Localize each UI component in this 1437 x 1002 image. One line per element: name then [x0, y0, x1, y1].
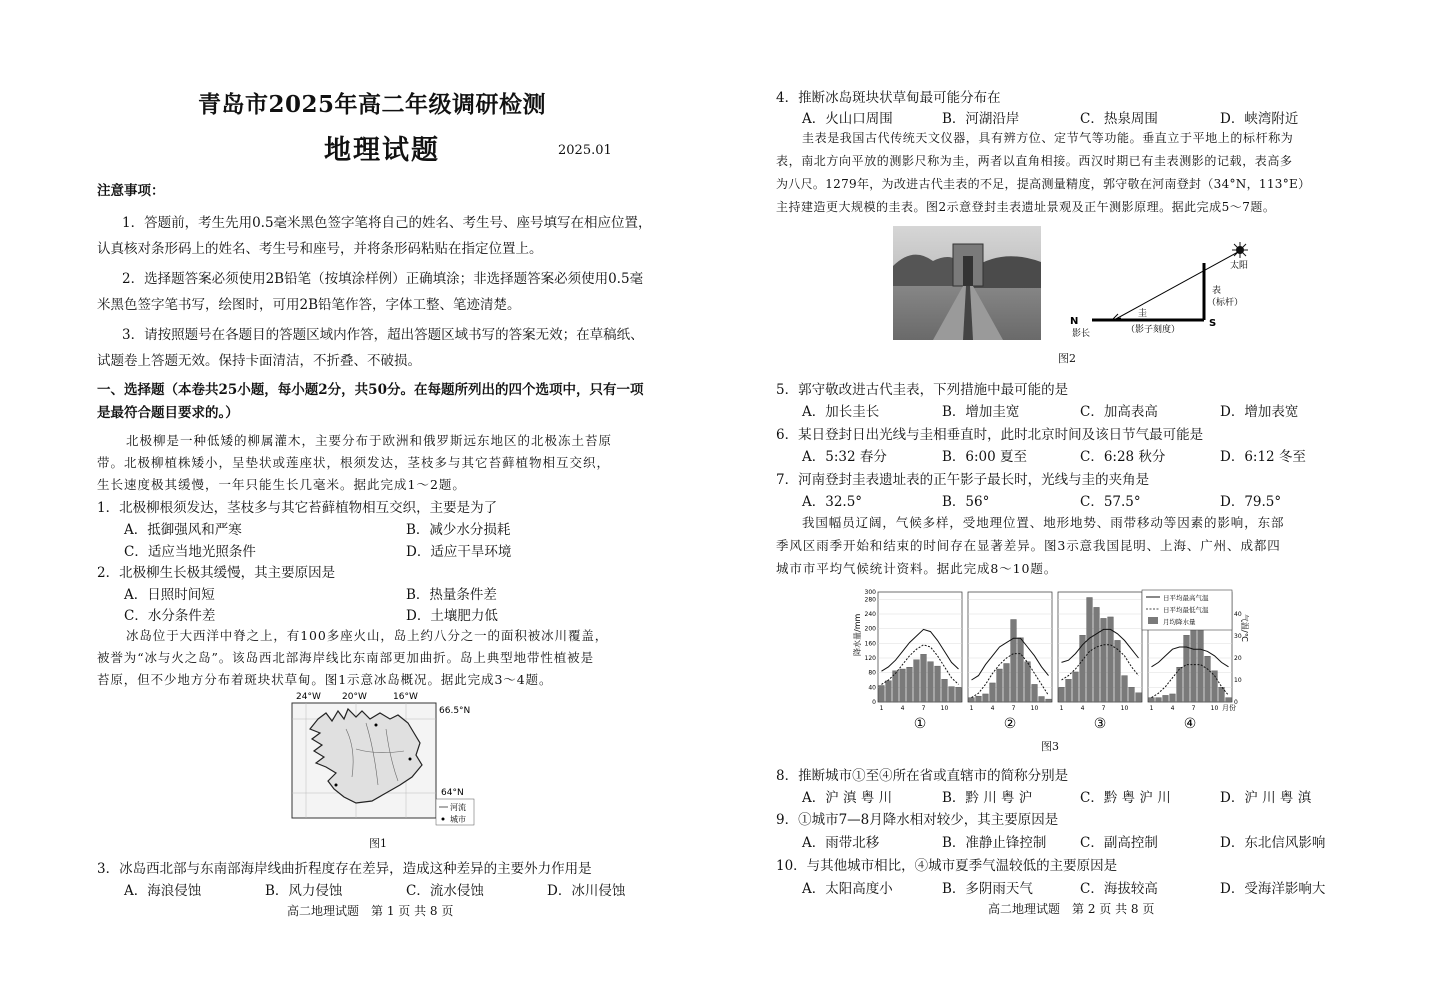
right-footer: 高二地理试题 第 2 页 共 8 页	[988, 902, 1155, 916]
y-tick-right: 30	[1234, 633, 1242, 640]
y-tick-right: 0	[1234, 699, 1238, 706]
precip-bar	[1025, 662, 1031, 702]
x-tick-label: 4	[900, 705, 905, 712]
precip-bar	[1059, 687, 1065, 702]
precip-bar	[879, 686, 885, 703]
map-legend-city: 城市	[450, 815, 466, 824]
legend-tmin: 日平均最低气温	[1163, 606, 1209, 614]
passage2-line1: 冰岛位于大西洋中脊之上，有100多座火山，岛上约八分之一的面积被冰川覆盖，	[126, 628, 609, 643]
y-tick-right: 40	[1234, 611, 1242, 618]
precip-bar	[976, 696, 982, 702]
q7-option-b[interactable]: B．56°	[942, 494, 990, 510]
y-tick-left: 40	[868, 684, 876, 692]
question-8: 8．推断城市①至④所在省或直辖市的简称分别是	[776, 768, 1069, 784]
x-tick-label: 7	[1101, 705, 1106, 712]
q4-option-a[interactable]: A．火山口周围	[802, 111, 893, 127]
precip-bar	[1226, 698, 1232, 702]
precip-bar	[1066, 679, 1072, 702]
precip-bar	[907, 667, 913, 702]
north-label: N	[1070, 316, 1079, 327]
precip-bar	[983, 694, 989, 702]
question-3: 3．冰岛西北部与东南部海岸线曲折程度存在差异，造成这种差异的主要外力作用是	[97, 861, 592, 877]
y-tick-left: 80	[868, 669, 876, 677]
x-tick-label: 7	[1191, 705, 1196, 712]
q5-option-a[interactable]: A．加长圭长	[802, 404, 880, 420]
x-tick-label: 1	[1059, 705, 1064, 712]
q1-option-a[interactable]: A．抵御强风和严寒	[124, 522, 242, 538]
passage4-line3: 城市市平均气候统计资料。据此完成8～10题。	[776, 561, 1058, 576]
precip-bar	[1149, 698, 1155, 702]
x-tick-label: 4	[1080, 705, 1085, 712]
y-tick-left: 280	[864, 596, 876, 604]
shadow-length-label: 影长	[1072, 329, 1091, 339]
guibiao-photo	[893, 226, 1041, 340]
precip-bar	[1219, 687, 1225, 702]
map-lon-20w: 20°W	[342, 692, 367, 702]
precip-bar	[956, 687, 962, 702]
passage3-line4: 主持建造更大规模的圭表。图2示意登封圭表遗址景观及正午测影原理。据此完成5～7题。	[776, 200, 1276, 214]
precip-bar	[1129, 687, 1135, 702]
precip-bar	[1212, 671, 1218, 702]
q9-option-c[interactable]: C．副高控制	[1080, 835, 1158, 851]
x-tick-label: 10	[940, 705, 949, 712]
q7-option-d[interactable]: D．79.5°	[1220, 494, 1282, 510]
q5-option-d[interactable]: D．增加表宽	[1220, 404, 1299, 420]
passage3-line2: 表，南北方向平放的测影尺称为圭，两者以直角相接。西汉时期已有圭表测影的记载，表高多	[776, 154, 1293, 168]
notice-2a: 2．选择题答案必须使用2B铅笔（按填涂样例）正确填涂；非选择题答案必须使用0.5毫	[122, 271, 644, 287]
q2-option-a[interactable]: A．日照时间短	[124, 587, 215, 603]
q2-option-b[interactable]: B．热量条件差	[406, 587, 497, 603]
q3-option-b[interactable]: B．风力侵蚀	[265, 883, 343, 899]
map-lat-66n: 66.5°N	[439, 706, 471, 716]
precip-bar	[914, 660, 920, 702]
passage3-line3: 为八尺。1279年，为改进古代圭表的不足，提高测量精度，郭守敬在河南登封（34°N，113°E）	[776, 177, 1311, 191]
q1-option-b[interactable]: B．减少水分损耗	[406, 522, 511, 538]
q6-option-d[interactable]: D．6:12 冬至	[1220, 449, 1306, 465]
legend-tmax: 日平均最高气温	[1163, 594, 1209, 602]
precip-bar	[1163, 695, 1169, 702]
q10-option-a[interactable]: A．太阳高度小	[802, 881, 893, 897]
sun-label: 太阳	[1230, 261, 1249, 271]
legend-precip: 月均降水量	[1163, 618, 1196, 626]
question-5: 5．郭守敬改进古代圭表，下列措施中最可能的是	[776, 382, 1069, 398]
precip-bar	[928, 662, 934, 702]
south-label: S	[1209, 318, 1217, 329]
y-tick-left: 300	[864, 589, 876, 596]
precip-bar	[969, 698, 975, 702]
figure-2-caption: 图2	[1058, 352, 1076, 365]
notice-1a: 1．答题前，考生先用0.5毫米黑色签字笔将自己的姓名、考生号、座号填写在相应位置，	[122, 215, 652, 231]
q1-option-c[interactable]: C．适应当地光照条件	[124, 544, 256, 560]
precip-bar	[921, 654, 927, 702]
q10-option-d[interactable]: D．受海洋影响大	[1220, 881, 1326, 897]
x-tick-label: 1	[1149, 705, 1154, 712]
panel-label: ①	[913, 716, 927, 732]
q3-option-a[interactable]: A．海浪侵蚀	[124, 883, 202, 899]
y-tick-left: 240	[864, 611, 876, 618]
y-tick-left: 200	[864, 625, 876, 633]
precip-bar	[1032, 684, 1038, 702]
y-tick-left: 120	[864, 655, 876, 662]
iceland-map	[286, 689, 476, 829]
q7-option-a[interactable]: A．32.5°	[802, 494, 863, 510]
precip-bar	[1039, 697, 1045, 703]
y-tick-left: 0	[872, 699, 876, 706]
q7-option-c[interactable]: C．57.5°	[1080, 494, 1141, 510]
precip-bar	[1073, 672, 1079, 702]
q8-option-c[interactable]: C．黔 粤 沪 川	[1080, 790, 1171, 806]
chart-xlabel: 月份	[1222, 704, 1236, 712]
chart-ylabel-right: 气温/℃	[1240, 614, 1249, 642]
x-tick-label: 4	[990, 705, 995, 712]
precip-bar	[1018, 638, 1024, 702]
q8-option-b[interactable]: B．黔 川 粤 沪	[942, 790, 1033, 806]
precip-bar	[1004, 664, 1010, 703]
section-heading-a: 一、选择题（本卷共25小题，每小题2分，共50分。在每题所列出的四个选项中，只有一项	[97, 382, 644, 398]
section-heading-b: 是最符合题目要求的。）	[97, 405, 239, 421]
q4-option-b[interactable]: B．河湖沿岸	[942, 111, 1020, 127]
precip-bar	[1205, 656, 1211, 702]
exam-date: 2025.01	[558, 143, 612, 158]
panel-label: ④	[1183, 716, 1197, 732]
x-tick-label: 1	[969, 705, 974, 712]
precip-bar	[1170, 694, 1176, 702]
exam-subtitle: 地理试题	[324, 135, 440, 166]
y-tick-right: 20	[1234, 655, 1242, 662]
passage1-line1: 北极柳是一种低矮的柳属灌木，主要分布于欧洲和俄罗斯远东地区的北极冻土苔原	[126, 433, 613, 448]
q6-option-c[interactable]: C．6:28 秋分	[1080, 449, 1166, 465]
x-tick-label: 10	[1210, 705, 1219, 712]
passage2-line2: 被誉为“冰与火之岛”。该岛西北部海岸线比东南部更加曲折。岛上典型地带性植被是	[97, 650, 594, 665]
chart-panel-frame	[968, 592, 1052, 702]
question-9: 9．①城市7—8月降水相对较少，其主要原因是	[776, 812, 1059, 828]
notice-1b: 认真核对条形码上的姓名、考生号和座号，并将条形码粘贴在指定位置上。	[97, 241, 543, 257]
precip-bar	[942, 679, 948, 702]
q2-option-d[interactable]: D．土壤肥力低	[406, 608, 498, 624]
notice-3b: 试题卷上答题无效。保持卡面清洁，不折叠、不破损。	[97, 353, 421, 369]
question-6: 6．某日登封日出光线与圭相垂直时，此时北京时间及该日节气最可能是	[776, 427, 1204, 443]
notice-2b: 米黑色签字笔书写，绘图时，可用2B铅笔作答，字体工整、笔迹清楚。	[97, 297, 521, 313]
passage1-line3: 生长速度极其缓慢，一年只能生长几毫米。据此完成1～2题。	[97, 477, 466, 492]
map-lon-24w: 24°W	[296, 692, 321, 702]
pole-label: 表	[1212, 286, 1222, 296]
shadow-diagram	[1062, 240, 1262, 340]
precip-bar	[886, 681, 892, 702]
gui-label: 圭	[1138, 309, 1148, 319]
q10-option-c[interactable]: C．海拔较高	[1080, 881, 1158, 897]
passage1-line2: 带。北极柳植株矮小，呈垫状或莲座状，根须发达，茎枝多与其它苔藓植物相互交织，	[97, 455, 611, 470]
pole-label-2: （标杆）	[1207, 298, 1244, 308]
figure-3-caption: 图3	[1041, 740, 1059, 753]
chart-ylabel-left: 降水量/mm	[853, 613, 862, 656]
question-7: 7．河南登封圭表遗址表的正午影子最长时，光线与圭的夹角是	[776, 472, 1150, 488]
precip-bar	[1011, 620, 1017, 703]
panel-label: ③	[1093, 716, 1107, 732]
q8-option-a[interactable]: A．沪 滇 粤 川	[802, 790, 893, 806]
q6-option-b[interactable]: B．6:00 夏至	[942, 449, 1028, 465]
question-4: 4．推断冰岛斑块状草甸最可能分布在	[776, 90, 1001, 106]
precip-bar	[900, 669, 906, 702]
question-1: 1．北极柳根须发达，茎枝多与其它苔藓植物相互交织，主要是为了	[97, 500, 498, 516]
q9-option-b[interactable]: B．准静止锋控制	[942, 835, 1047, 851]
precip-bar	[1177, 667, 1183, 702]
q10-option-b[interactable]: B．多阴雨天气	[942, 881, 1033, 897]
x-tick-label: 4	[1170, 705, 1175, 712]
map-lat-64n: 64°N	[441, 788, 464, 798]
q1-option-d[interactable]: D．适应干旱环境	[406, 544, 512, 560]
question-2: 2．北极柳生长极其缓慢，其主要原因是	[97, 565, 336, 581]
q3-option-d[interactable]: D．冰川侵蚀	[547, 883, 626, 899]
q9-option-d[interactable]: D．东北信风影响	[1220, 835, 1326, 851]
q4-option-c[interactable]: C．热泉周围	[1080, 111, 1158, 127]
x-tick-label: 10	[1120, 705, 1129, 712]
precip-bar	[1122, 676, 1128, 702]
x-tick-label: 7	[921, 705, 926, 712]
precip-bar	[1094, 607, 1100, 702]
precip-bar	[1156, 698, 1162, 702]
precip-bar	[1184, 635, 1190, 702]
figure-1-caption: 图1	[369, 837, 387, 850]
precip-bar	[997, 669, 1003, 702]
q6-option-a[interactable]: A．5:32 春分	[802, 449, 887, 465]
y-tick-right: 10	[1234, 677, 1242, 684]
gui-label-2: （影子刻度）	[1126, 325, 1181, 335]
x-tick-label: 1	[879, 705, 884, 712]
q8-option-d[interactable]: D．沪 川 粤 滇	[1220, 790, 1312, 806]
y-tick-left: 160	[864, 640, 876, 648]
left-footer: 高二地理试题 第 1 页 共 8 页	[287, 904, 454, 918]
map-legend-river: 河流	[450, 803, 466, 812]
precip-bar	[1046, 699, 1052, 702]
map-lon-16w: 16°W	[393, 692, 418, 702]
q5-option-c[interactable]: C．加高表高	[1080, 404, 1158, 420]
passage4-line1: 我国幅员辽阔，气候多样，受地理位置、地形地势、雨带移动等因素的影响，东部	[802, 515, 1285, 530]
q3-option-c[interactable]: C．流水侵蚀	[406, 883, 484, 899]
panel-label: ②	[1003, 716, 1017, 732]
precip-bar	[935, 666, 941, 702]
passage2-line3: 苔原，但不少地方分布着斑块状草甸。图1示意冰岛概况。据此完成3～4题。	[97, 672, 553, 687]
exam-title: 青岛市2025年高二年级调研检测	[198, 91, 547, 118]
x-tick-label: 7	[1011, 705, 1016, 712]
q2-option-c[interactable]: C．水分条件差	[124, 608, 216, 624]
precip-bar	[949, 687, 955, 702]
precip-bar	[1136, 693, 1142, 702]
notice-3a: 3．请按照题号在各题目的答题区域内作答，超出答题区域书写的答案无效；在草稿纸、	[122, 327, 644, 343]
question-10: 10．与其他城市相比，④城市夏季气温较低的主要原因是	[776, 858, 1118, 874]
x-tick-label: 10	[1030, 705, 1039, 712]
q9-option-a[interactable]: A．雨带北移	[802, 835, 880, 851]
passage4-line2: 季风区雨季开始和结束的时间存在显著差异。图3示意我国昆明、上海、广州、成都四	[776, 538, 1281, 553]
notice-heading: 注意事项：	[97, 183, 165, 199]
precip-bar	[990, 683, 996, 702]
q5-option-b[interactable]: B．增加圭宽	[942, 404, 1020, 420]
q4-option-d[interactable]: D．峡湾附近	[1220, 111, 1299, 127]
climate-chart	[850, 584, 1250, 734]
passage3-line1: 圭表是我国古代传统天文仪器，具有辨方位、定节气等功能。垂直立于平地上的标杆称为	[802, 131, 1294, 145]
